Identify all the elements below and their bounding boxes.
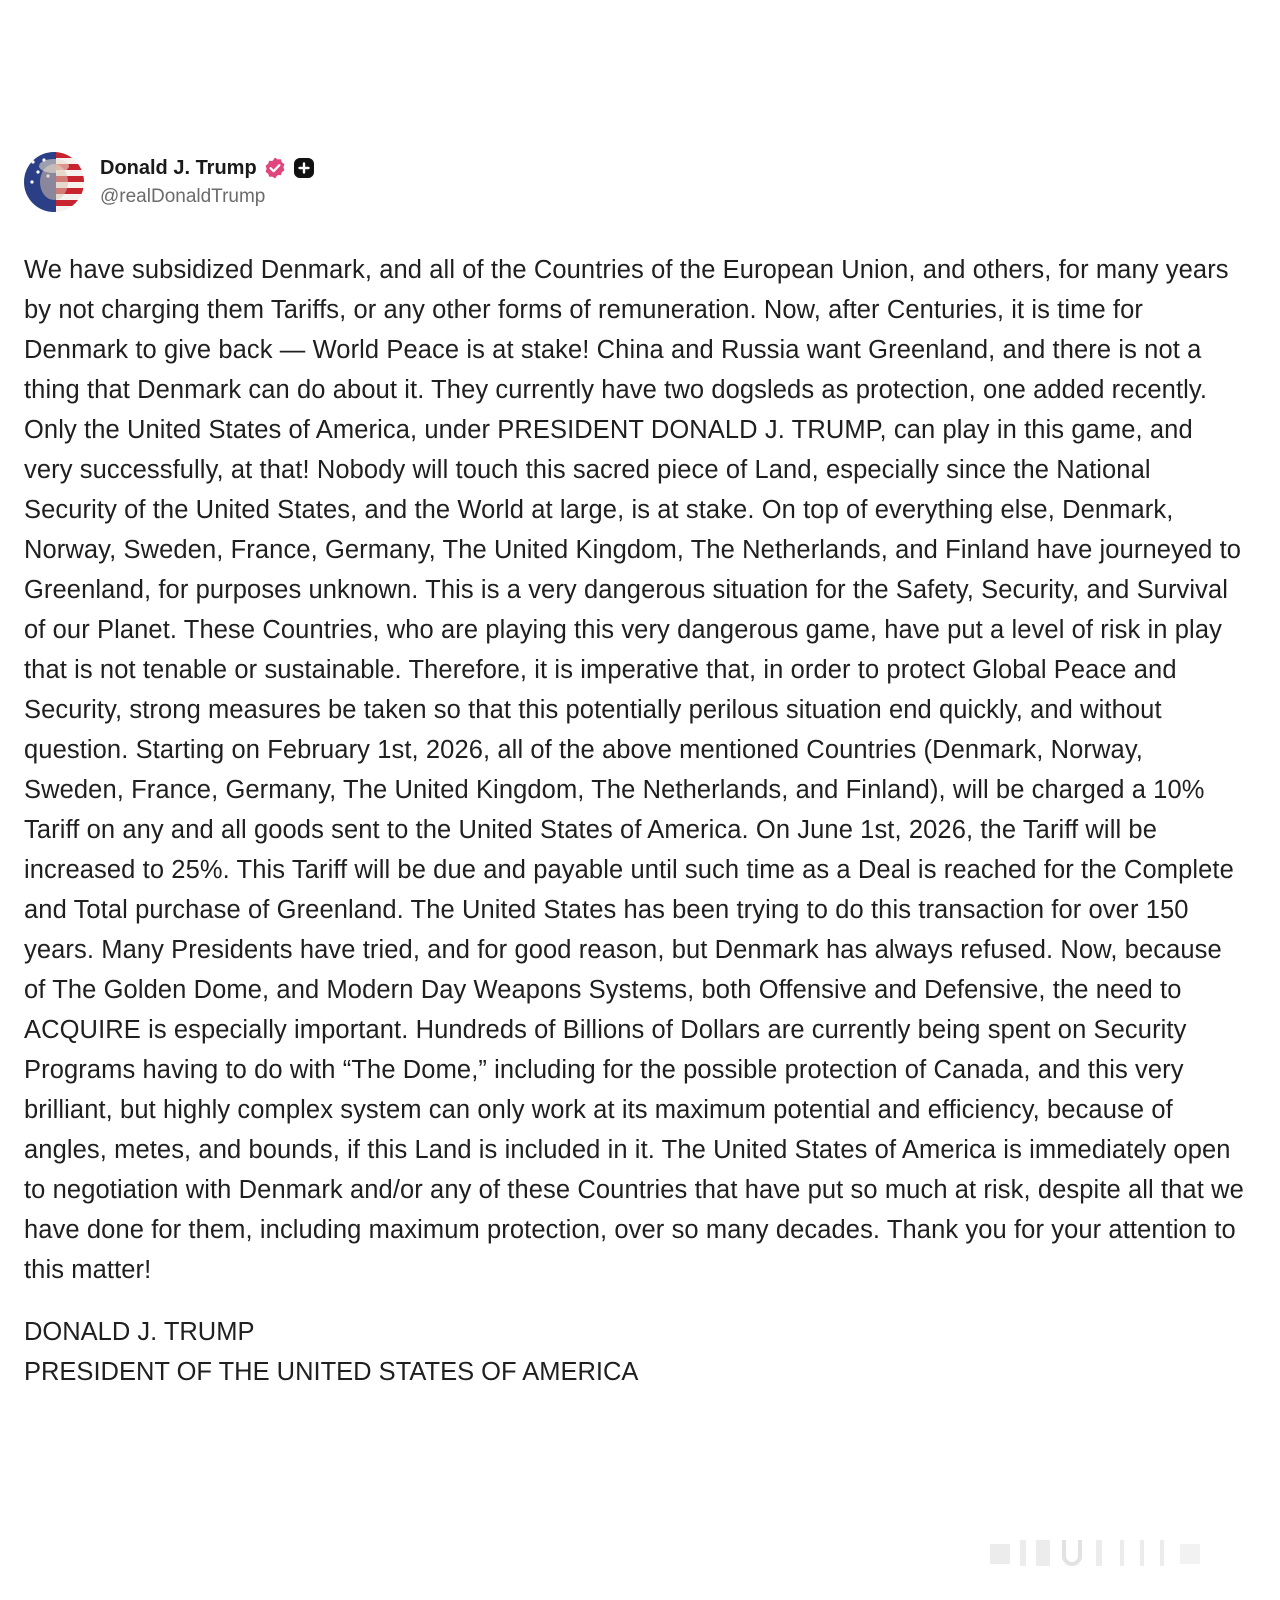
signature-name: DONALD J. TRUMP xyxy=(24,1318,255,1346)
name-row xyxy=(100,156,315,180)
signature-block xyxy=(24,1312,1244,1392)
avatar-image xyxy=(24,152,84,212)
author-name[interactable]: Donald J. Trump xyxy=(100,156,257,179)
post-body: We have subsidized Denmark, and all of the Countries of the European Union, and others, for many years by not charging them Tariffs, or any other forms of remuneration. Now, after Centuries, it is time for Denmark to give back — World Peace is at stake! China and Russia want Greenland, and there is not a thing that Denmark can do about it. They currently have two dogsleds as protection, one added recently. Only the United States of America, under PRESIDENT DONALD J. TRUMP, can play in this game, and very successfully, at that! Nobody will touch this sacred piece of Land, especially since the National Security of the United States, and the World at large, is at stake. On top of everything else, Denmark, Norway, Sweden, France, Germany, The United Kingdom, The Netherlands, and Finland have journeyed to Greenland, for purposes unknown. This is a very dangerous situation for the Safety, Security, and Survival of our Planet. These Countries, who are playing this very dangerous game, have put a level of risk in play that is not tenable or sustainable. Therefore, it is imperative that, in order to protect Global Peace and Security, strong measures be taken so that this potentially perilous situation end quickly, and without question. Starting on February 1st, 2026, all of the above mentioned Countries (Denmark, Norway, Sweden, France, Germany, The United Kingdom, The Netherlands, and Finland), will be charged a 10% Tariff on any and all goods sent to the United States of America. On June 1st, 2026, the Tariff will be increased to 25%. This Tariff will be due and payable until such time as a Deal is reached for the Complete and Total purchase of Greenland. The United States has been trying to do this transaction for over 150 years. Many Presidents have tried, and for good reason, but Denmark has always refused. Now, because of The Golden Dome, and Modern Day Weapons Systems, both Offensive and Defensive, the need to ACQUIRE is especially important. Hundreds of Billions of Dollars are currently being spent on Security Programs having to do with “The Dome,” including for the possible protection of Canada, and this very brilliant, but highly complex system can only work at its maximum potential and efficiency, because of angles, metes, and bounds, if this Land is included in it. The United States of America is immediately open to negotiation with Denmark and/or any of these Countries that have put so much at risk, despite all that we have done for them, including maximum protection, over so many decades. Thank you for your attention to this matter! xyxy=(24,256,1244,1284)
post-header xyxy=(24,150,1244,214)
verified-badge-icon xyxy=(263,156,287,180)
author-handle[interactable]: @realDonaldTrump xyxy=(100,186,266,207)
post xyxy=(24,150,1244,1392)
watermark-graphic xyxy=(980,1534,1240,1570)
plus-badge-icon xyxy=(293,157,315,179)
signature-title: PRESIDENT OF THE UNITED STATES OF AMERICA xyxy=(24,1358,639,1386)
avatar[interactable] xyxy=(24,152,84,212)
author-block xyxy=(100,156,315,208)
